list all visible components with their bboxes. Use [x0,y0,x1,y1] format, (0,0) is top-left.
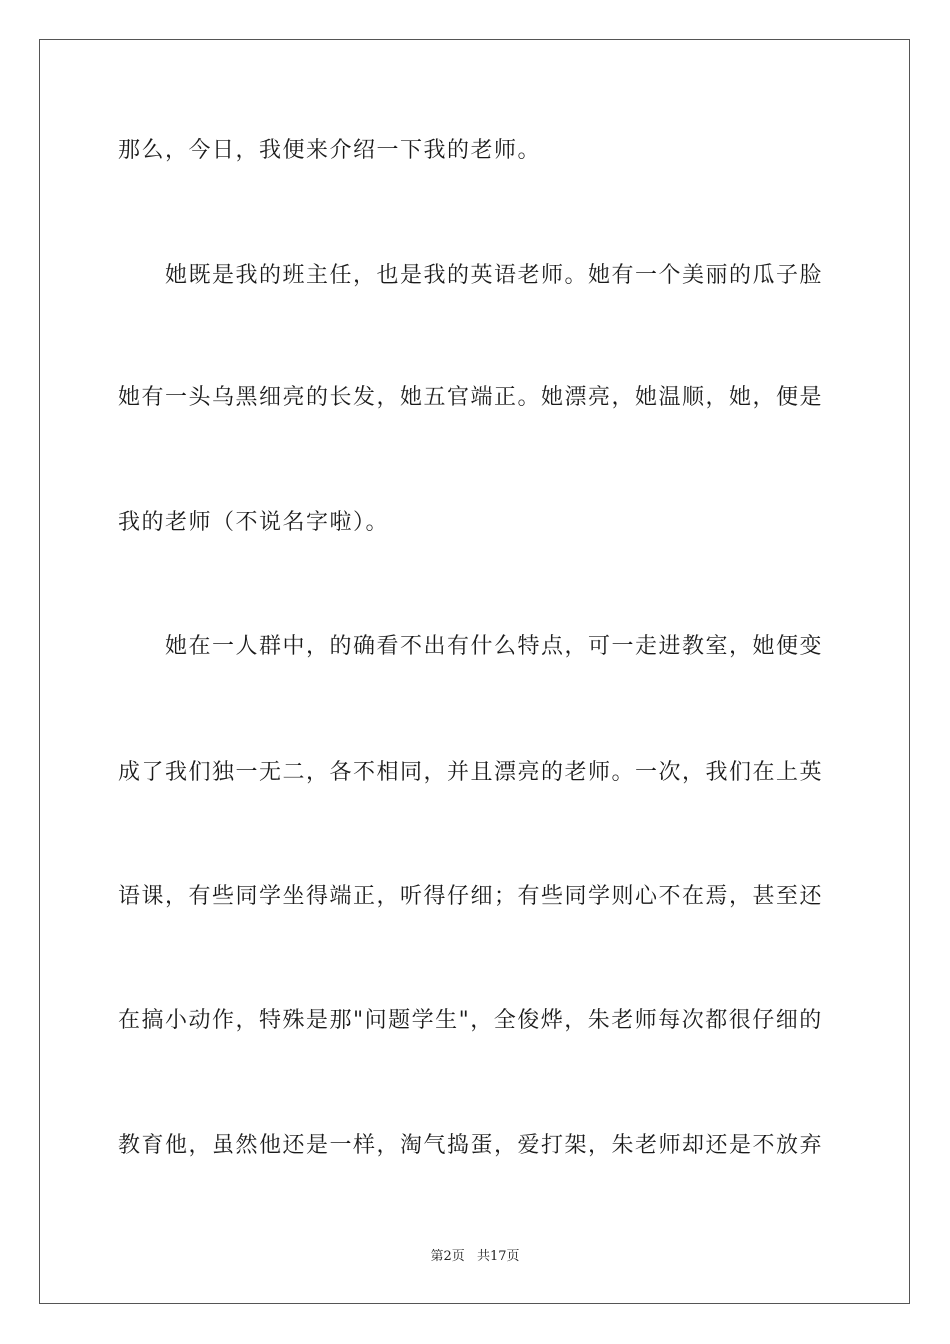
text-line: 那么，今日，我便来介绍一下我的老师。 [118,138,542,163]
text-line: 我的老师（不说名字啦）。 [118,510,390,535]
page-number-current: 第2页 [430,1249,465,1264]
paragraph-start-line: 她既是我的班主任，也是我的英语老师。她有一个美丽的瓜子脸 [165,263,824,288]
text-line: 成了我们独一无二，各不相同，并且漂亮的老师。一次，我们在上英 [118,760,824,785]
text-line: 她有一头乌黑细亮的长发，她五官端正。她漂亮，她温顺，她，便是 [118,385,824,410]
paragraph-start-line: 她在一人群中，的确看不出有什么特点，可一走进教室，她便变 [165,634,824,659]
text-line: 语课，有些同学坐得端正，听得仔细；有些同学则心不在焉，甚至还 [118,884,824,909]
text-line: 教育他，虽然他还是一样，淘气捣蛋，爱打架，朱老师却还是不放弃 [118,1133,824,1158]
page-footer [0,1248,950,1266]
text-line: 在搞小动作，特殊是那"问题学生"，全俊烨，朱老师每次都很仔细的 [118,1008,823,1033]
page-border [39,39,910,1304]
page-number-total: 共17页 [476,1249,520,1264]
